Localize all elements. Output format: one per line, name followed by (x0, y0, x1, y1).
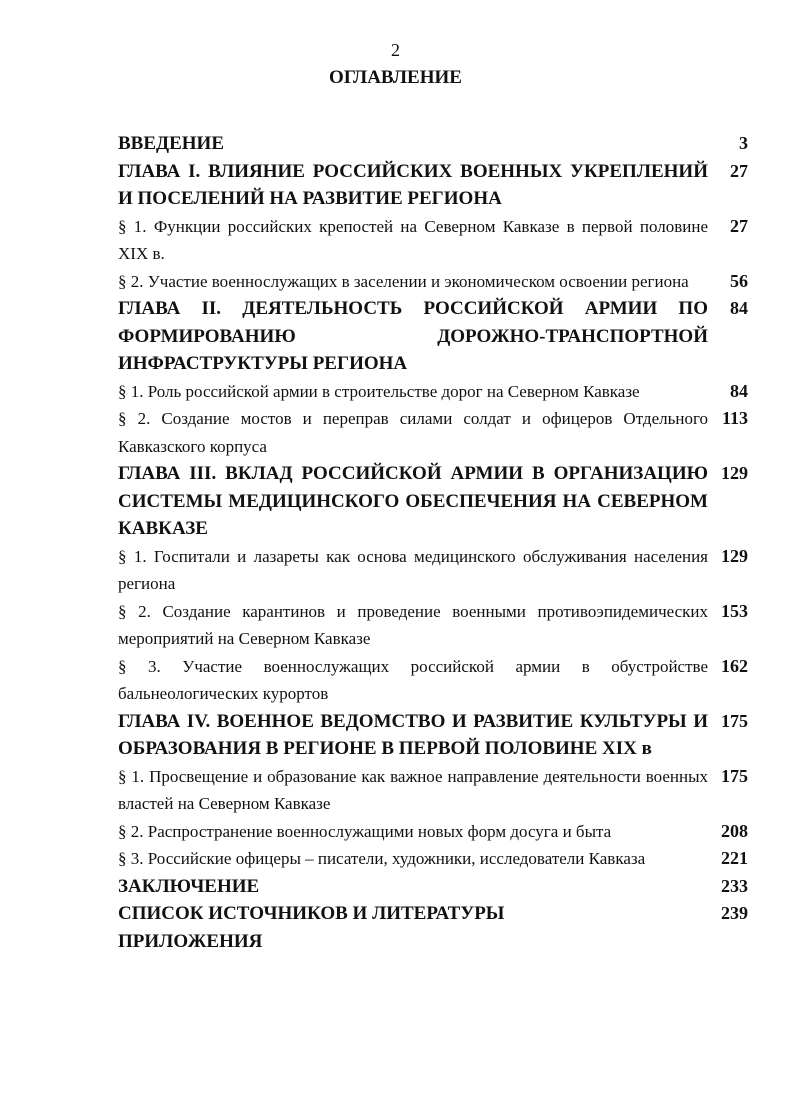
toc-entry-text: § 1. Просвещение и образование как важное направление деятельности военных властей на Северном Кавказе (118, 766, 708, 813)
toc-entry-text: ЗАКЛЮЧЕНИЕ (118, 875, 260, 897)
toc-entry-section-4-3 (118, 845, 748, 873)
toc-entry-text: § 3. Российские офицеры – писатели, художники, исследователи Кавказа (118, 849, 646, 868)
toc-entry-page: 84 (730, 298, 748, 318)
toc-entry-page: 27 (730, 215, 748, 236)
toc-entry-page: 233 (721, 875, 748, 896)
toc-entry-page: 113 (721, 408, 748, 428)
toc-entry-section-1-2 (118, 268, 748, 296)
toc-entry-conclusion (118, 873, 748, 901)
toc-entry-text: § 1. Функции российских крепостей на Северном Кавказе в первой половине XIX в. (118, 216, 708, 263)
toc-entry-page: 84 (730, 380, 748, 401)
toc-entry-section-3-2 (118, 598, 748, 653)
toc-entry-chapter-1 (118, 158, 748, 213)
toc-entry-page: 27 (730, 160, 748, 181)
toc-entry-text: ВВЕДЕНИЕ (118, 133, 224, 154)
toc-entry-section-4-2 (118, 818, 748, 846)
toc-entry-text: ПРИЛОЖЕНИЯ (118, 930, 263, 952)
toc-entry-text: ГЛАВА IV. ВОЕННОЕ ВЕДОМСТВО И РАЗВИТИЕ КУЛЬТУРЫ И ОБРАЗОВАНИЯ В РЕГИОНЕ В ПЕРВОЙ ПОЛОВИНЕ XIX в (118, 710, 708, 759)
toc-entry-section-4-1 (118, 763, 748, 818)
toc-entry-page: 129 (721, 463, 748, 483)
toc-entry-text: ГЛАВА III. ВКЛАД РОССИЙСКОЙ АРМИИ В ОРГАНИЗАЦИЮ СИСТЕМЫ МЕДИЦИНСКОГО ОБЕСПЕЧЕНИЯ НА СЕВЕРНОМ КАВКАЗЕ (118, 463, 708, 539)
toc-entry-page: 3 (739, 133, 748, 153)
toc-entry-page: 239 (721, 903, 748, 923)
toc-entry-page: 129 (721, 545, 748, 566)
toc-entry-page: 56 (730, 270, 748, 291)
toc-entry-text: ГЛАВА I. ВЛИЯНИЕ РОССИЙСКИХ ВОЕННЫХ УКРЕПЛЕНИЙ И ПОСЕЛЕНИЙ НА РАЗВИТИЕ РЕГИОНА (118, 160, 708, 209)
toc-entry-page: 208 (721, 820, 748, 841)
toc-entry-text: СПИСОК ИСТОЧНИКОВ И ЛИТЕРАТУРЫ (118, 903, 505, 924)
toc-entry-page: 175 (721, 710, 748, 731)
toc-entry-text: § 2. Создание карантинов и проведение военными противоэпидемических мероприятий на Северном Кавказе (118, 601, 708, 648)
toc-entry-text: § 1. Роль российской армии в строительстве дорог на Северном Кавказе (118, 381, 640, 401)
toc-entry-text: ГЛАВА II. ДЕЯТЕЛЬНОСТЬ РОССИЙСКОЙ АРМИИ ПО ФОРМИРОВАНИЮ ДОРОЖНО-ТРАНСПОРТНОЙ ИНФРАСТРУКТУРЫ РЕГИОНА (118, 298, 708, 374)
toc-entry-section-2-2 (118, 405, 748, 460)
toc-entry-chapter-2 (118, 295, 748, 378)
toc-entry-page: 153 (721, 600, 748, 621)
toc-entry-text: § 2. Участие военнослужащих в заселении и экономическом освоении региона (118, 271, 689, 291)
toc-entry-section-2-1 (118, 378, 748, 406)
toc-entry-section-3-1 (118, 543, 748, 598)
toc-entry-appendices (118, 928, 748, 956)
toc-entry-text: § 1. Госпитали и лазареты как основа медицинского обслуживания населения региона (118, 546, 708, 593)
toc-entry-section-1-1 (118, 213, 748, 268)
page-title: ОГЛАВЛЕНИЕ (329, 67, 462, 88)
toc-entry-section-3-3 (118, 653, 748, 708)
toc-entry-page: 221 (721, 848, 748, 868)
toc-entry-chapter-4 (118, 708, 748, 763)
toc-entry-introduction (118, 130, 748, 158)
table-of-contents (118, 130, 748, 955)
toc-entry-text: § 3. Участие военнослужащих российской армии в обустройстве бальнеологических курортов (118, 656, 708, 703)
toc-entry-chapter-3 (118, 460, 748, 543)
toc-entry-page: 162 (721, 655, 748, 676)
toc-entry-text: § 2. Создание мостов и переправ силами солдат и офицеров Отдельного Кавказского корпуса (118, 409, 708, 456)
page-number: 2 (391, 40, 400, 60)
toc-entry-bibliography (118, 900, 748, 928)
toc-entry-text: § 2. Распространение военнослужащими новых форм досуга и быта (118, 821, 612, 841)
toc-entry-page: 175 (721, 765, 748, 786)
